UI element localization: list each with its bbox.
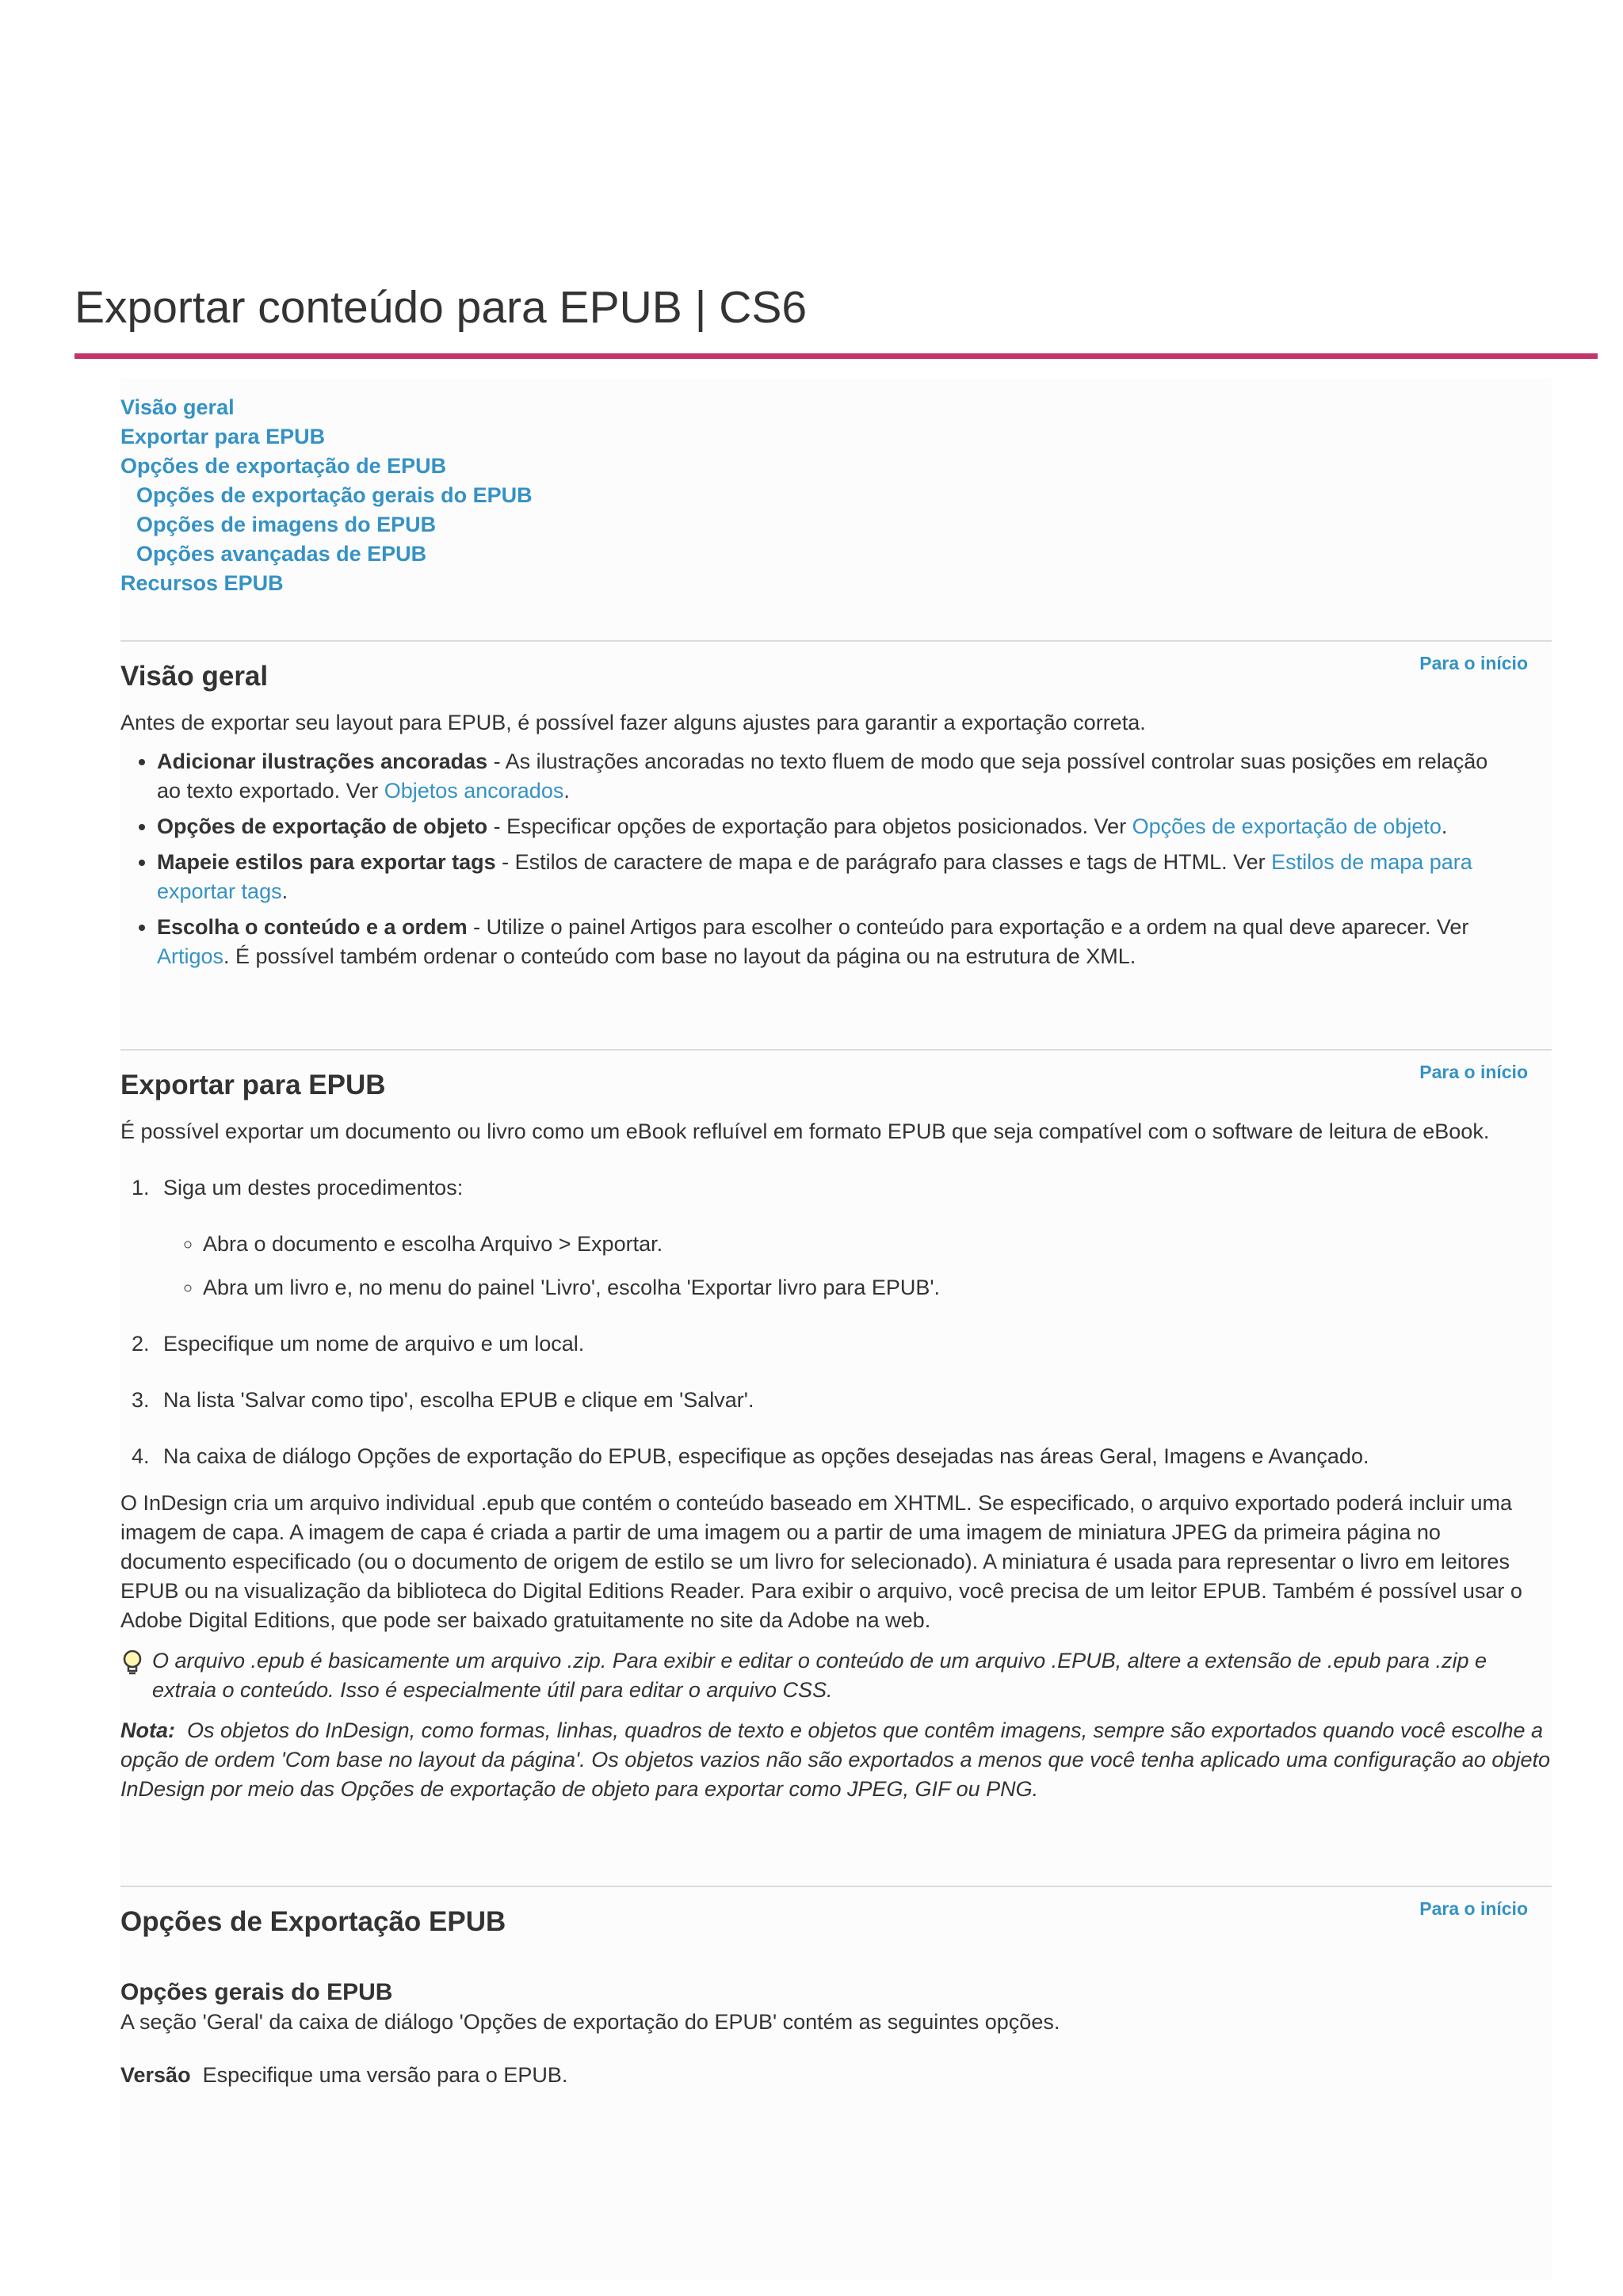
subsection-heading: Opções gerais do EPUB xyxy=(120,1979,393,2005)
back-to-top-link[interactable]: Para o início xyxy=(1419,1898,1528,1919)
note-text: Os objetos do InDesign, como formas, linhas, quadros de texto e objetos que contêm imagens, sempre são exportados quando você escolhe a opção de ordem 'Com base no layout da página'. Os objetos vazios não são exportados a menos que você tenha aplicado uma configuração ao objeto InDesign por meio das Opções de exportação de objeto para exportar como JPEG, GIF ou PNG. xyxy=(120,1718,1550,1801)
section-export xyxy=(120,1049,1552,1804)
toc-link-opcoes-avancadas[interactable]: Opções avançadas de EPUB xyxy=(136,542,427,566)
section-divider xyxy=(120,640,1552,642)
tip-text: O arquivo .epub é basicamente um arquivo .zip. Para exibir e editar o conteúdo de um arquivo .EPUB, altere a extensão de .epub para .zip e extraia o conteúdo. Isso é especialmente útil para editar o arquivo CSS. xyxy=(152,1649,1487,1702)
overview-intro: Antes de exportar seu layout para EPUB, é possível fazer alguns ajustes para garantir a exportação correta. xyxy=(120,711,1146,734)
toc-link-opcoes-imagens[interactable]: Opções de imagens do EPUB xyxy=(136,513,437,536)
toc-link-opcoes-gerais[interactable]: Opções de exportação gerais do EPUB xyxy=(136,483,533,507)
section-overview xyxy=(120,640,1552,978)
back-to-top-link[interactable]: Para o início xyxy=(1419,653,1528,673)
section-options xyxy=(120,1886,1552,2090)
toc-link-exportar[interactable]: Exportar para EPUB xyxy=(120,425,326,448)
toc-link-visao-geral[interactable]: Visão geral xyxy=(120,395,235,419)
list-item: • Adicionar ilustrações ancoradas - As ilustrações ancoradas no texto fluem de modo que seja possível controlar suas posições em relação ao texto exportado. Ver Objetos ancorados. xyxy=(157,747,1504,806)
toc-link-recursos[interactable]: Recursos EPUB xyxy=(120,571,284,595)
tip-box xyxy=(120,1646,1552,1705)
list-item: ◦ Abra o documento e escolha Arquivo > Exportar. xyxy=(203,1230,1552,1259)
options-intro: A seção 'Geral' da caixa de diálogo 'Opções de exportação do EPUB' contém as seguintes opções. xyxy=(120,2010,1060,2034)
note-label: Nota: xyxy=(120,1718,175,1742)
back-to-top-link[interactable]: Para o início xyxy=(1419,1062,1528,1082)
toc-link-opcoes[interactable]: Opções de exportação de EPUB xyxy=(120,454,447,478)
list-item: ◦ Abra um livro e, no menu do painel 'Livro', escolha 'Exportar livro para EPUB'. xyxy=(203,1273,1552,1302)
overview-list xyxy=(120,747,1504,971)
link-estilos-mapa[interactable]: Estilos de mapa para exportar tags xyxy=(157,850,1472,903)
list-item: • Mapeie estilos para exportar tags - Estilos de caractere de mapa e de parágrafo para classes e tags de HTML. Ver Estilos de mapa para exportar tags. xyxy=(157,848,1504,906)
content-area xyxy=(120,379,1552,2280)
export-intro: É possível exportar um documento ou livro como um eBook refluível em formato EPUB que seja compatível com o software de leitura de eBook. xyxy=(120,1119,1490,1143)
export-body: O InDesign cria um arquivo individual .epub que contém o conteúdo baseado em XHTML. Se especificado, o arquivo exportado poderá incluir uma imagem de capa. A imagem de capa é criada a partir de uma imagem ou a partir de uma imagem de miniatura JPEG da primeira página no documento especificado (ou o documento de origem de estilo se um livro for selecionado). A miniatura é usada para representar o livro em leitores EPUB ou na visualização da biblioteca do Digital Editions Reader. Para exibir o arquivo, você precisa de um leitor EPUB. Também é possível usar o Adobe Digital Editions, que pode ser baixado gratuitamente no site da Adobe na web. xyxy=(120,1491,1522,1632)
list-item: • Opções de exportação de objeto - Especificar opções de exportação para objetos posicionados. Ver Opções de exportação de objeto. xyxy=(157,812,1504,841)
step-item: 4. Na caixa de diálogo Opções de exportação do EPUB, especifique as opções desejadas nas áreas Geral, Imagens e Avançado. xyxy=(132,1444,1369,1468)
export-steps xyxy=(120,1173,1552,1471)
step-item: 3. Na lista 'Salvar como tipo', escolha EPUB e clique em 'Salvar'. xyxy=(132,1388,754,1412)
lightbulb-icon xyxy=(120,1650,144,1676)
section-heading: Visão geral xyxy=(120,661,269,692)
step-item: 1. Siga um destes procedimentos: ◦ Abra o documento e escolha Arquivo > Exportar. ◦ Abra um livro e, no menu do painel 'Livro', escolha 'Exportar livro para EPUB'. xyxy=(120,1173,1552,1302)
note-block xyxy=(120,1716,1552,1804)
link-artigos[interactable]: Artigos xyxy=(157,944,224,968)
page-title: Exportar conteúdo para EPUB | CS6 xyxy=(74,282,808,333)
link-opcoes-exportacao-objeto[interactable]: Opções de exportação de objeto xyxy=(1132,814,1442,838)
section-heading: Opções de Exportação EPUB xyxy=(120,1906,506,1937)
section-divider xyxy=(120,1886,1552,1887)
step-sublist xyxy=(163,1230,1552,1302)
option-version: Versão Especifique uma versão para o EPUB. xyxy=(120,2063,568,2087)
section-heading: Exportar para EPUB xyxy=(120,1070,386,1100)
list-item: • Escolha o conteúdo e a ordem - Utilize o painel Artigos para escolher o conteúdo para exportação e a ordem na qual deve aparecer. Ver Artigos. É possível também ordenar o conteúdo com base no layout da página ou na estrutura de XML. xyxy=(157,913,1504,971)
section-divider xyxy=(120,1049,1552,1051)
step-item: 2. Especifique um nome de arquivo e um local. xyxy=(132,1332,585,1356)
title-rule xyxy=(74,353,1598,359)
link-objetos-ancorados[interactable]: Objetos ancorados xyxy=(384,779,564,803)
table-of-contents xyxy=(120,393,533,598)
